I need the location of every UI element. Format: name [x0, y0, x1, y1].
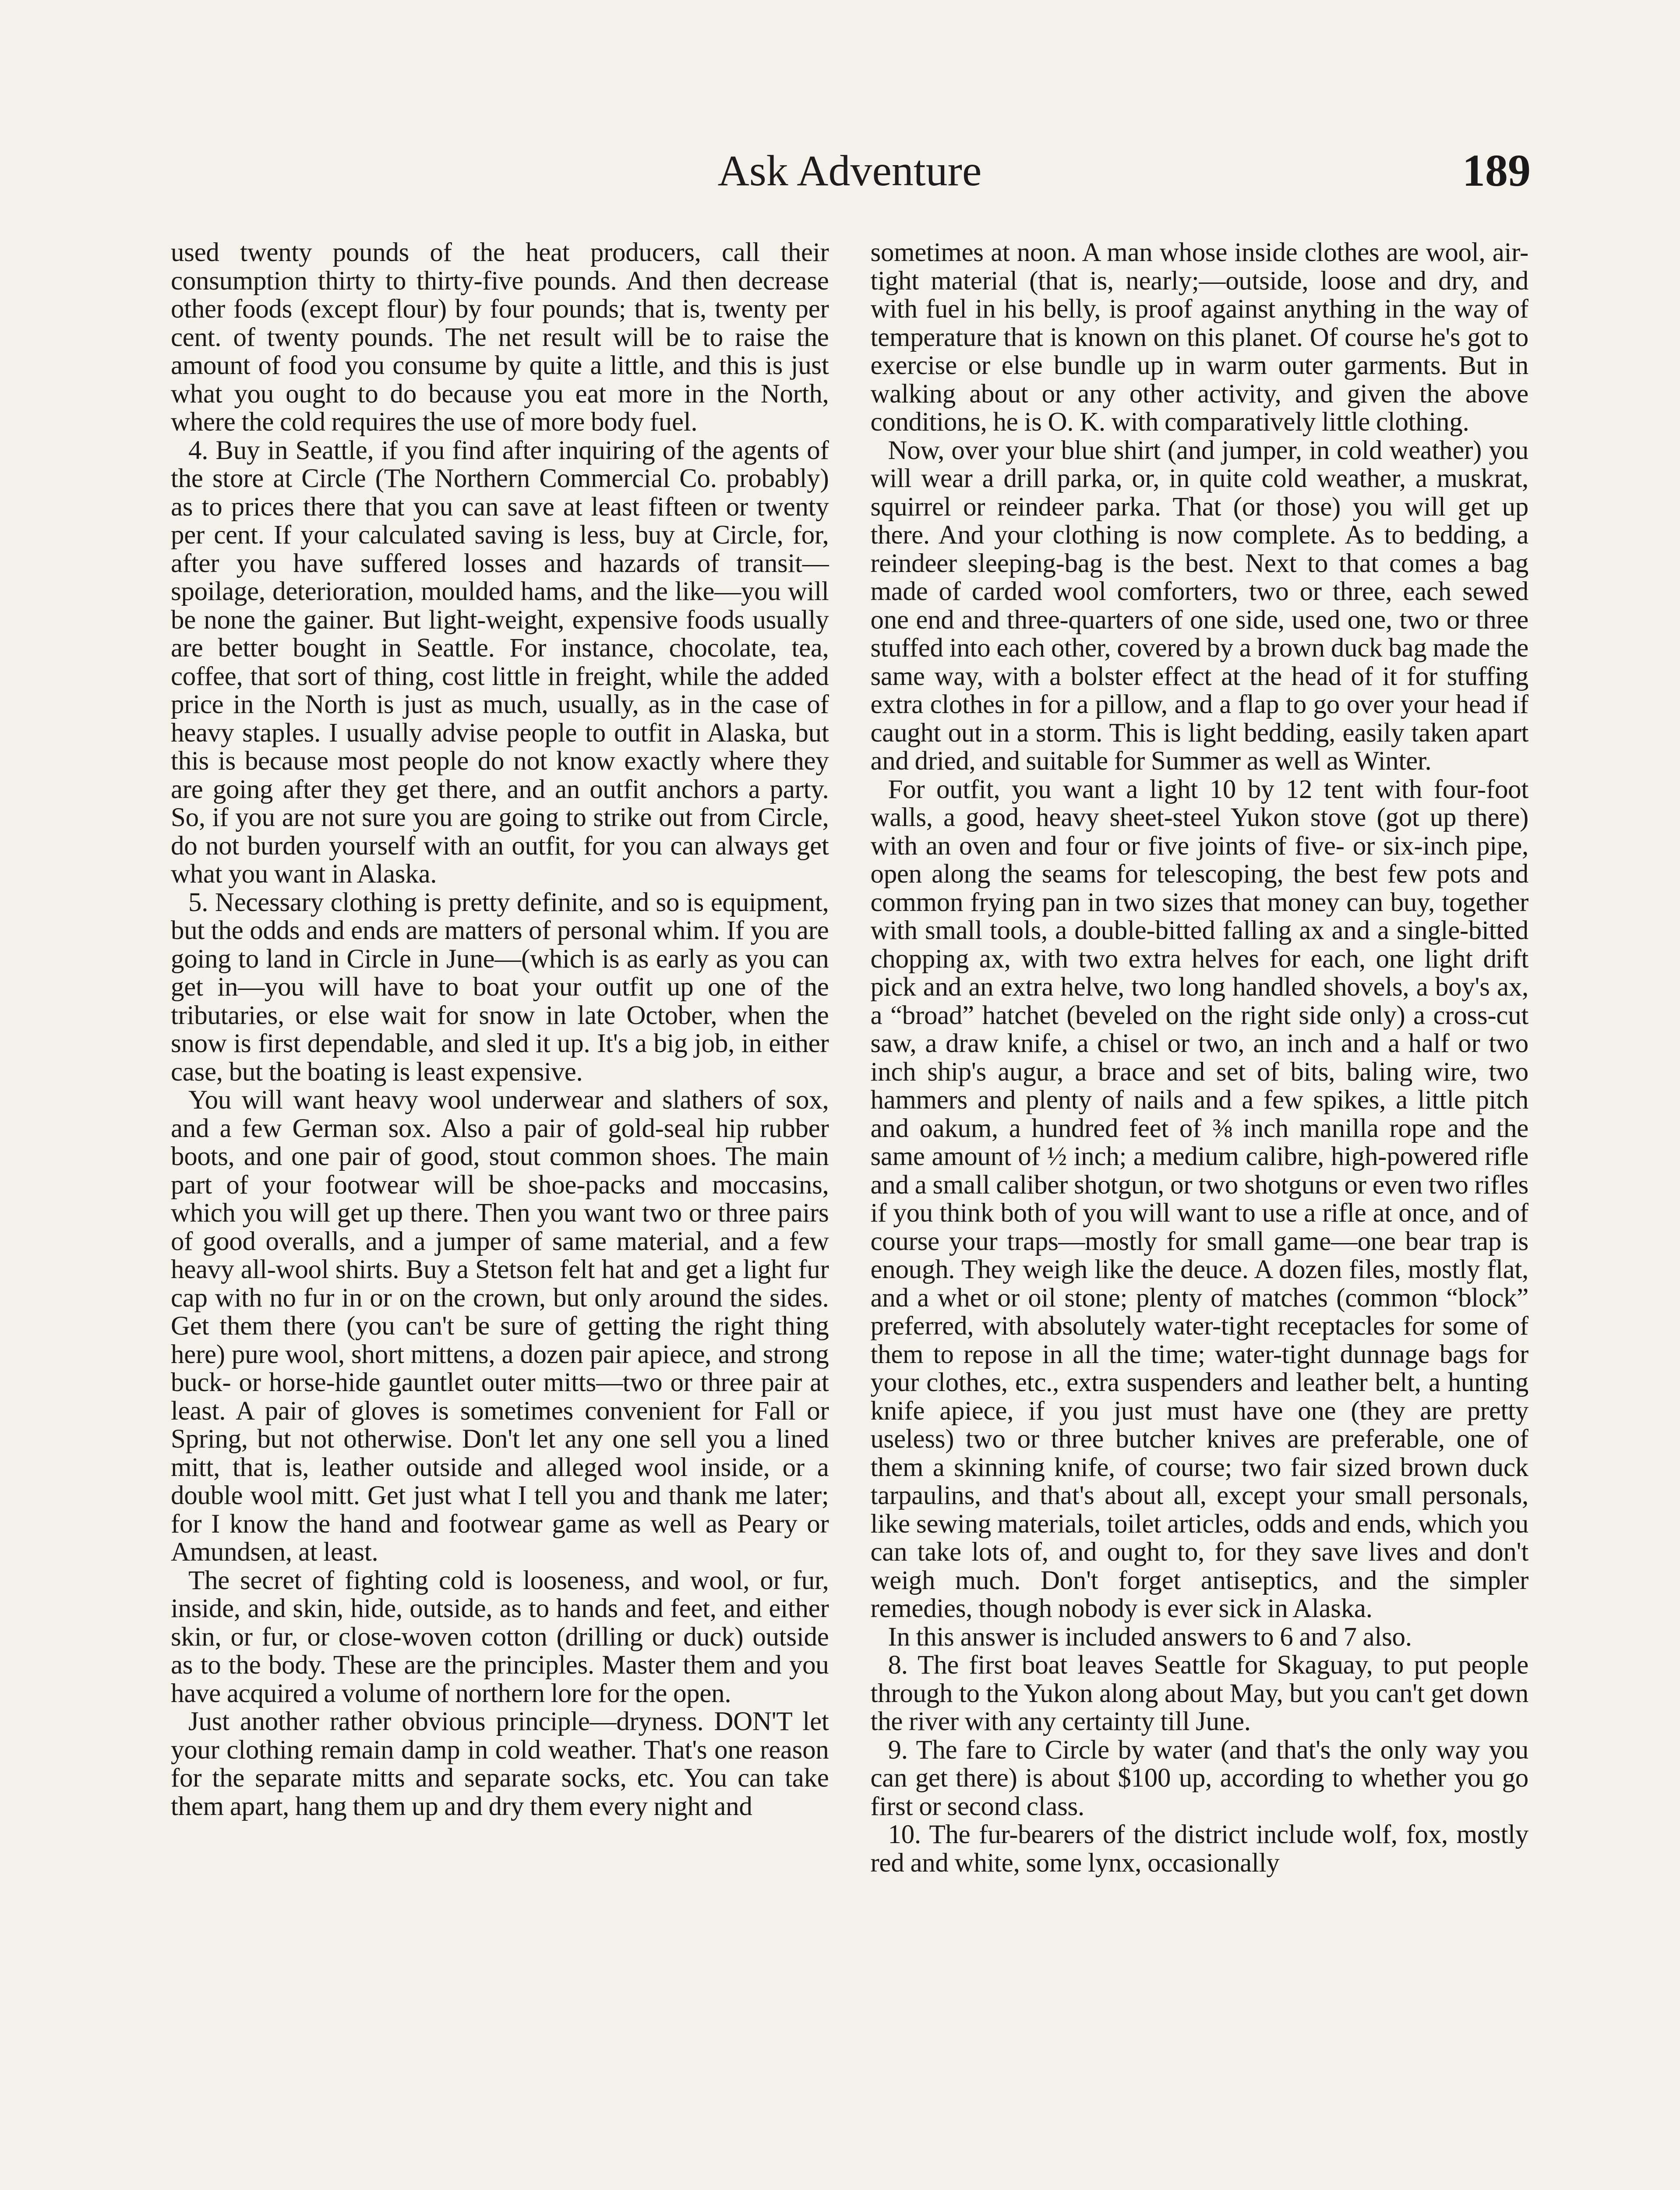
paragraph: Now, over your blue shirt (and jumper, in cold weather) you will wear a drill parka, or, in quite cold weather, a muskrat, squirrel or reindeer parka. That (or those) you will get up there. And your clothing is now complete. As to bedding, a reindeer sleeping-bag is the best. Next to that comes a bag made of carded wool comforters, two or three, each sewed one end and three-quarters of one side, used one, two or three stuffed into each other, covered by a brown duck bag made the same way, with a bolster effect at the head of it for stuffing extra clothes in for a pillow, and a flap to go over your head if caught out in a storm. This is light bedding, easily taken apart and dried, and suitable for Summer as well as Winter. [870, 435, 1528, 776]
paragraph: used twenty pounds of the heat producers, call their consumption thirty to thirty-five pounds. And then decrease other foods (except flour) by four pounds; that is, twenty per cent. of twenty pounds. The net result will be to raise the amount of food you consume by quite a little, and this is just what you ought to do because you eat more in the North, where the cold requires the use of more body fuel. [171, 239, 829, 437]
page-number: 189 [1462, 145, 1531, 196]
column-left [171, 239, 829, 2190]
paragraph: Just another rather obvious principle—dryness. DON'T let your clothing remain damp in cold weather. That's one reason for the separate mitts and separate socks, etc. You can take them apart, hang them up and dry them every night and [171, 1707, 829, 1821]
text-columns [171, 239, 1528, 2190]
paragraph: For outfit, you want a light 10 by 12 tent with four-foot walls, a good, heavy sheet-steel Yukon stove (got up there) with an oven and four or five joints of five- or six-inch pipe, open along the seams for telescoping, the best few pots and common frying pan in two sizes that money can buy, together with small tools, a double-bitted falling ax and a single-bitted chopping ax, with two extra helves for each, one light drift pick and an extra helve, two long handled shovels, a boy's ax, a “broad” hatchet (beveled on the right side only) a cross-cut saw, a draw knife, a chisel or two, an inch and a half or two inch ship's augur, a brace and set of bits, baling wire, two hammers and plenty of nails and a few spikes, a little pitch and oakum, a hundred feet of ⅜ inch manilla rope and the same amount of ½ inch; a medium calibre, high-powered rifle and a small caliber shotgun, or two shotguns or even two rifles if you think both of you will want to use a rifle at once, and of course your traps—mostly for small game—one bear trap is enough. They weigh like the deuce. A dozen files, mostly flat, and a whet or oil stone; plenty of matches (common “block” preferred, with absolutely water-tight receptacles for some of them to repose in all the time; water-tight dunnage bags for your clothes, etc., extra suspenders and leather belt, a hunting knife apiece, if you just must have one (they are pretty useless) two or three butcher knives are preferable, one of them a skinning knife, of course; two fair sized brown duck tarpaulins, and that's about all, except your small personals, like sewing materials, toilet articles, odds and ends, which you can take lots of, and ought to, for they save lives and don't weigh much. Don't forget antiseptics, and the simpler remedies, though nobody is ever sick in Alaska. [870, 774, 1528, 1623]
column-right [871, 239, 1529, 2190]
paragraph: sometimes at noon. A man whose inside clothes are wool, air-tight material (that is, nearly;—outside, loose and dry, and with fuel in his belly, is proof against anything in the way of temperature that is known on this planet. Of course he's got to exercise or else bundle up in warm outer garments. But in walking about or any other activity, and given the above conditions, he is O. K. with comparatively little clothing. [870, 239, 1528, 437]
page-header [169, 140, 1531, 210]
paragraph: 10. The fur-bearers of the district include wolf, fox, mostly red and white, some lynx, occasionally [870, 1820, 1528, 1878]
paragraph: 9. The fare to Circle by water (and that's the only way you can get there) is about $100 up, according to whether you go first or second class. [870, 1735, 1528, 1821]
paragraph: 8. The first boat leaves Seattle for Skaguay, to put people through to the Yukon along about May, but you can't get down the river with any certainty till June. [870, 1650, 1528, 1736]
paragraph: 5. Necessary clothing is pretty definite, and so is equipment, but the odds and ends are matters of personal whim. If you are going to land in Circle in June—(which is as early as you can get in—you will have to boat your outfit up one of the tributaries, or else wait for snow in late October, when the snow is first dependable, and sled it up. It's a big job, in either case, but the boating is least expensive. [171, 887, 829, 1087]
running-head: Ask Adventure [717, 146, 982, 195]
paragraph: The secret of fighting cold is looseness, and wool, or fur, inside, and skin, hide, outside, as to hands and feet, and either skin, or fur, or close-woven cotton (drilling or duck) outside as to the body. These are the principles. Master them and you have acquired a volume of northern lore for the open. [171, 1565, 829, 1708]
paragraph: In this answer is included answers to 6 and 7 also. [888, 1622, 1412, 1652]
paragraph: 4. Buy in Seattle, if you find after inquiring of the agents of the store at Circle (The Northern Commercial Co. probably) as to prices there that you can save at least fifteen or twenty per cent. If your calculated saving is less, buy at Circle, for, after you have suffered losses and hazards of transit—spoilage, deterioration, moulded hams, and the like—you will be none the gainer. But light-weight, expensive foods usually are better bought in Seattle. For instance, chocolate, tea, coffee, that sort of thing, cost little in freight, while the added price in the North is just as much, usually, as in the case of heavy staples. I usually advise people to outfit in Alaska, but this is because most people do not know exactly where they are going after they get there, and an outfit anchors a party. So, if you are not sure you are going to strike out from Circle, do not burden yourself with an outfit, for you can always get what you want in Alaska. [171, 435, 829, 889]
paragraph: You will want heavy wool underwear and slathers of sox, and a few German sox. Also a pair of gold-seal hip rubber boots, and one pair of good, stout common shoes. The main part of your footwear will be shoe-packs and moccasins, which you will get up there. Then you want two or three pairs of good overalls, and a jumper of same material, and a few heavy all-wool shirts. Buy a Stetson felt hat and get a light fur cap with no fur in or on the crown, but only around the sides. Get them there (you can't be sure of getting the right thing here) pure wool, short mittens, a dozen pair apiece, and strong buck- or horse-hide gauntlet outer mitts—two or three pair at least. A pair of gloves is sometimes convenient for Fall or Spring, but not otherwise. Don't let any one sell you a lined mitt, that is, leather outside and alleged wool inside, or a double wool mitt. Get just what I tell you and thank me later; for I know the hand and footwear game as well as Peary or Amundsen, at least. [171, 1085, 829, 1567]
